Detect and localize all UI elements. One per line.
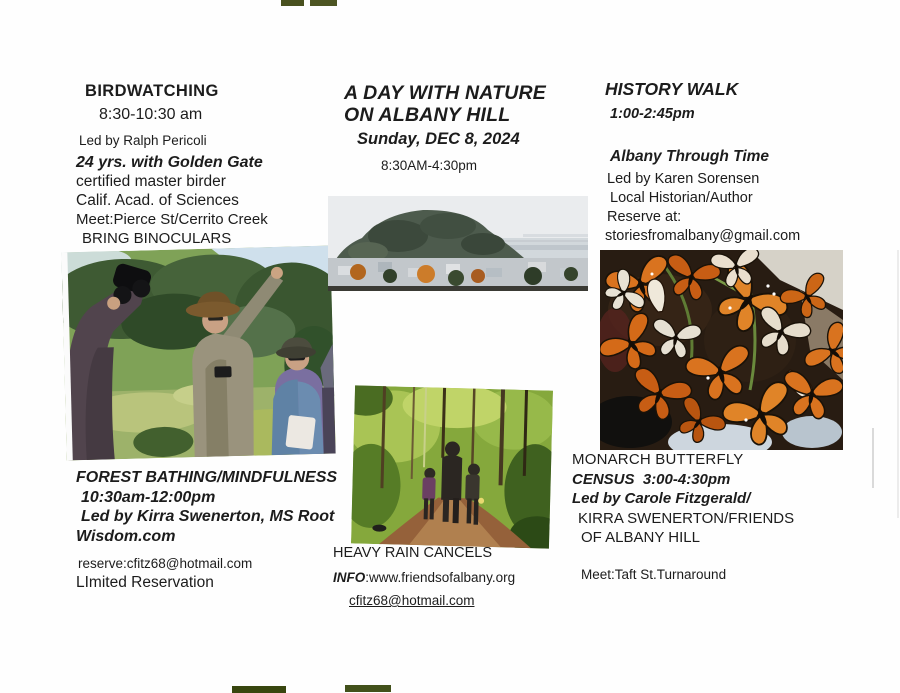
history-walk-time: 1:00-2:45pm (610, 106, 695, 122)
birdwatching-note: BRING BINOCULARS (82, 230, 232, 247)
info-line (333, 568, 563, 587)
birdwatching-time: 8:30-10:30 am (99, 106, 203, 123)
forest-bathing-leader-line1: Led by Kirra Swenerton, MS Root (81, 508, 335, 525)
scan-artifact-top-left (281, 0, 304, 6)
birdwatchers-photo (61, 246, 335, 461)
scan-edge-artifact (897, 250, 899, 518)
forest-bathing-leader-line2: Wisdom.com (76, 527, 176, 545)
event-title-line2: ON ALBANY HILL (344, 104, 511, 126)
birdwatching-credential-3: Calif. Acad. of Sciences (76, 192, 239, 209)
monarch-title: MONARCH BUTTERFLY (572, 451, 744, 468)
albany-hill-photo (328, 196, 588, 291)
rain-cancel-note: HEAVY RAIN CANCELS (333, 545, 493, 561)
forest-bathing-reserve-email: reserve:cfitz68@hotmail.com (78, 556, 253, 571)
birdwatching-leader: Led by Ralph Pericoli (79, 133, 207, 148)
monarch-butterflies-photo (600, 250, 843, 450)
scan-artifact-top-right (310, 0, 337, 6)
monarch-census-section (572, 450, 862, 584)
history-walk-title: HISTORY WALK (605, 79, 739, 99)
forest-walk-photo (351, 385, 553, 548)
monarch-meeting-point: Meet:Taft St.Turnaround (581, 566, 727, 582)
history-walk-section (605, 80, 860, 246)
event-time: 8:30AM-4:30pm (381, 158, 478, 173)
birdwatchers-illustration (61, 246, 335, 461)
history-walk-reserve-label: Reserve at: (607, 209, 682, 225)
forest-bathing-note: LImited Reservation (76, 574, 214, 591)
birdwatching-section (76, 82, 351, 248)
scan-artifact-bottom-left (232, 686, 286, 693)
event-header (344, 82, 604, 175)
birdwatching-credential-1: 24 yrs. with Golden Gate (76, 154, 263, 171)
history-walk-subtitle: Albany Through Time (610, 148, 770, 165)
monarch-leader-line1: Led by Carole Fitzgerald/ (572, 490, 751, 507)
history-walk-reserve-email: storiesfromalbany@gmail.com (605, 228, 801, 244)
info-website: :www.friendsofalbany.org (365, 570, 516, 585)
history-walk-leader: Led by Karen Sorensen (607, 171, 760, 187)
monarch-time: CENSUS 3:00-4:30pm (572, 470, 731, 488)
scan-artifact-bottom-right (345, 685, 391, 692)
scan-line-artifact (872, 428, 874, 488)
monarch-butterflies-illustration (600, 250, 843, 450)
history-walk-leader-role: Local Historian/Author (610, 190, 753, 206)
birdwatching-title: BIRDWATCHING (85, 82, 219, 100)
forest-bathing-section (76, 468, 376, 592)
forest-bathing-title: FOREST BATHING/MINDFULNESS (76, 469, 338, 486)
monarch-leader-line3: OF ALBANY HILL (581, 529, 700, 546)
birdwatching-credential-2: certified master birder (76, 173, 226, 190)
monarch-leader-line2: KIRRA SWENERTON/FRIENDS (578, 509, 795, 527)
event-title-line1: A DAY WITH NATURE (344, 82, 546, 104)
forest-walk-illustration (351, 385, 553, 548)
info-email: cfitz68@hotmail.com (349, 593, 475, 608)
birdwatching-meeting-point: Meet:Pierce St/Cerrito Creek (76, 211, 268, 228)
logistics-section (333, 544, 563, 610)
forest-bathing-time: 10:30am-12:00pm (81, 488, 216, 506)
albany-hill-illustration (328, 196, 588, 291)
event-date: Sunday, DEC 8, 2024 (357, 130, 520, 148)
info-label: INFO (333, 570, 366, 585)
